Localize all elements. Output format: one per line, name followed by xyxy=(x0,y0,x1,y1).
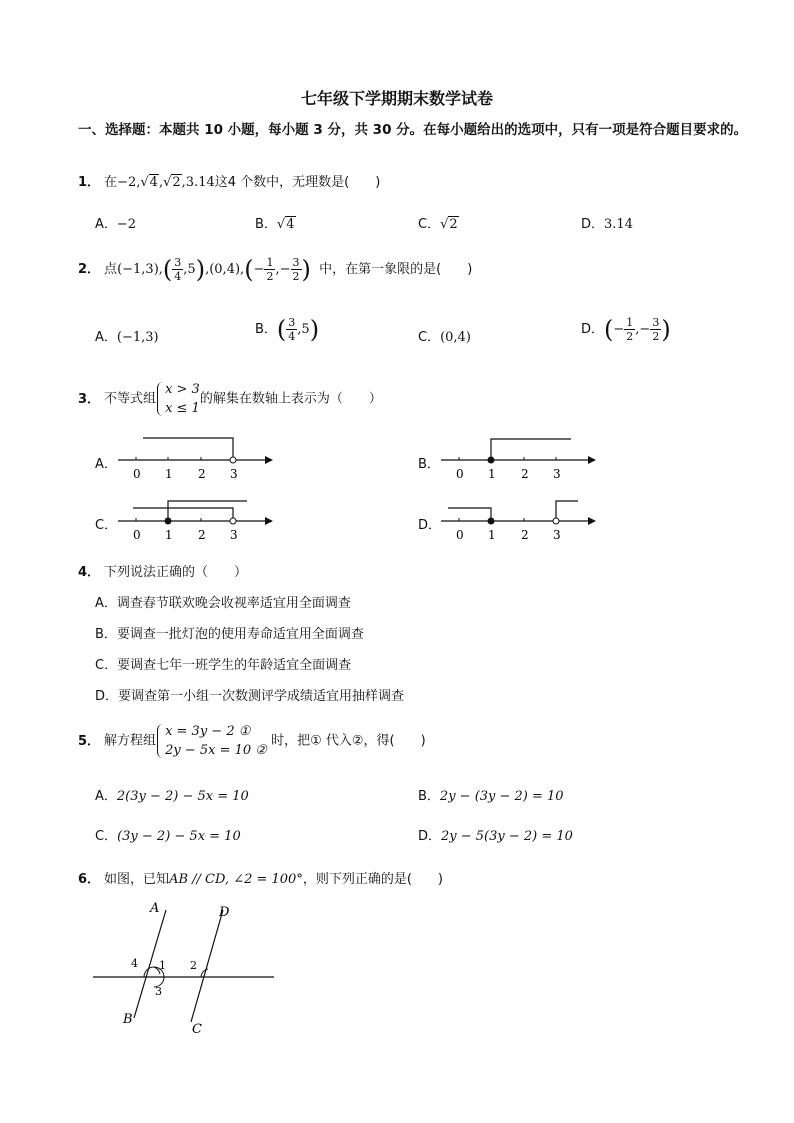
question-number: 4． xyxy=(78,565,101,580)
option-c-label[interactable]: C． xyxy=(95,518,118,533)
geometry-figure xyxy=(88,898,288,1043)
sqrt-expression: √2 xyxy=(163,175,181,190)
angle-label-1: 1 xyxy=(159,959,166,972)
point-expression: (−1,3) xyxy=(117,262,159,277)
option-a[interactable]: A．调查春节联欢晚会收视率适宜用全面调查 xyxy=(95,596,351,611)
option-b[interactable]: B．( $\frac{3}{4}$ ,5) xyxy=(255,315,320,344)
option-a[interactable]: A．(−1,3) xyxy=(95,330,159,345)
option-d[interactable]: D．要调查第一小组一次数测评学成绩适宜用抽样调查 xyxy=(95,689,405,704)
question-number: 2． xyxy=(78,262,101,277)
equation-system: x = 3y − 2 ① 2y − 5x = 10 ② xyxy=(156,722,267,760)
option-c[interactable]: C．√2 xyxy=(418,217,458,232)
question-number: 3． xyxy=(78,391,101,407)
question-text: 下列说法正确的（ ） xyxy=(104,565,248,580)
question-text: 在 xyxy=(104,175,118,190)
option-d[interactable]: D．2y − 5(3y − 2) = 10 xyxy=(418,829,573,844)
question-text: 解方程组 xyxy=(104,733,157,749)
question-3 xyxy=(78,380,382,418)
number-line-c xyxy=(115,494,275,544)
question-text: 时，把① 代入②，得( ) xyxy=(271,733,426,749)
question-text: 中，在第一象限的是( ) xyxy=(319,262,473,277)
option-b[interactable]: B．要调查一批灯泡的使用寿命适宜用全面调查 xyxy=(95,627,364,642)
option-c[interactable]: C．(0,4) xyxy=(418,330,471,345)
section-heading: 一、选择题：本题共 10 小题，每小题 3 分，共 30 分。在每小题给出的选项中，只有一项是符合题目要求的。 xyxy=(78,122,748,138)
question-6 xyxy=(78,868,443,887)
point-expression: (0,4) xyxy=(209,262,241,277)
option-d[interactable]: D．3.14 xyxy=(581,217,633,232)
question-5 xyxy=(78,722,426,760)
question-1: 1． 在−2,√4,√2,3.14这4 个数中，无理数是( ) xyxy=(78,175,381,190)
tick-label: 1 xyxy=(488,467,496,481)
angle-label-3: 3 xyxy=(155,985,162,998)
number-line-b xyxy=(438,432,598,482)
fraction: $\frac{1}{2}$ xyxy=(266,256,274,283)
tick-label: 2 xyxy=(198,467,206,481)
option-b[interactable]: B．√4 xyxy=(255,217,295,232)
tick-label: 3 xyxy=(230,528,238,542)
tick-label: 0 xyxy=(133,528,141,542)
option-b-label[interactable]: B． xyxy=(418,457,440,472)
option-a-label[interactable]: A． xyxy=(95,457,117,472)
option-b[interactable]: B．2y − (3y − 2) = 10 xyxy=(418,789,564,804)
option-c[interactable]: C．要调查七年一班学生的年龄适宜全面调查 xyxy=(95,658,352,673)
inequality-system: x > 3 x ≤ 1 xyxy=(156,380,200,418)
fraction: $\frac{3}{4}$ xyxy=(174,256,182,283)
tick-label: 0 xyxy=(456,528,464,542)
page-title: 七年级下学期期末数学试卷 xyxy=(300,89,493,108)
tick-label: 2 xyxy=(521,528,529,542)
tick-label: 0 xyxy=(133,467,141,481)
tick-label: 3 xyxy=(553,528,561,542)
question-2: 2． 点(−1,3),( $\frac{3}{4}$ ,5),(0,4),(− $\frac{1}{2}$ ,− $\frac{3}{2}$ ) 中，在第一象限的是( ) xyxy=(78,255,473,284)
tick-label: 2 xyxy=(198,528,206,542)
condition-expression: AB // CD, ∠2 = 100° xyxy=(169,872,303,887)
question-4 xyxy=(78,561,247,580)
number-line-a xyxy=(115,432,275,482)
label-d: D xyxy=(219,905,230,920)
question-number: 5． xyxy=(78,733,101,749)
tick-label: 1 xyxy=(165,467,173,481)
question-text: 这4 个数中，无理数是( ) xyxy=(214,175,381,190)
question-text: 不等式组 xyxy=(104,391,157,407)
tick-label: 1 xyxy=(488,528,496,542)
question-text: ，则下列正确的是( ) xyxy=(302,872,443,887)
option-a[interactable]: A．−2 xyxy=(95,217,137,232)
label-a: A xyxy=(150,901,160,916)
label-b: B xyxy=(123,1012,133,1027)
tick-label: 3 xyxy=(553,467,561,481)
option-a[interactable]: A．2(3y − 2) − 5x = 10 xyxy=(95,789,249,804)
sqrt-expression: √4 xyxy=(140,175,158,190)
label-c: C xyxy=(192,1022,202,1037)
tick-label: 2 xyxy=(521,467,529,481)
number-line-d xyxy=(438,494,598,544)
fraction: $\frac{3}{2}$ xyxy=(292,256,300,283)
question-text: 如图，已知 xyxy=(104,872,170,887)
math-expression: −2, xyxy=(117,175,141,190)
question-text: 点 xyxy=(104,262,118,277)
tick-label: 3 xyxy=(230,467,238,481)
tick-label: 1 xyxy=(165,528,173,542)
angle-label-2: 2 xyxy=(190,959,197,972)
math-expression: ,3.14 xyxy=(181,175,215,190)
option-d[interactable]: D．(− $\frac{1}{2}$ ,− $\frac{3}{2}$ ) xyxy=(581,315,671,344)
question-number: 1． xyxy=(78,175,101,190)
question-number: 6． xyxy=(78,872,101,887)
angle-label-4: 4 xyxy=(131,957,138,970)
tick-label: 0 xyxy=(456,467,464,481)
question-text: 的解集在数轴上表示为（ ） xyxy=(199,391,382,407)
option-c[interactable]: C．(3y − 2) − 5x = 10 xyxy=(95,829,241,844)
option-d-label[interactable]: D． xyxy=(418,518,442,533)
